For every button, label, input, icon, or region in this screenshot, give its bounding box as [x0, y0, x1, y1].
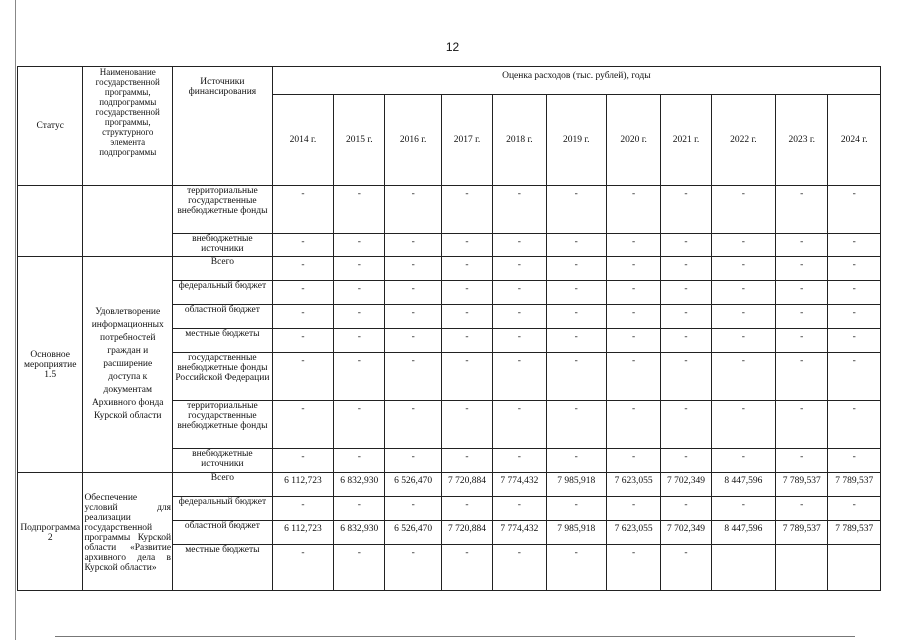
value-cell: -	[272, 329, 333, 353]
value-cell: -	[661, 186, 711, 234]
value-cell: -	[606, 329, 660, 353]
value-cell: -	[711, 353, 775, 401]
value-cell: -	[546, 305, 606, 329]
value-cell: -	[334, 353, 385, 401]
value-cell: -	[776, 497, 828, 521]
value-cell: -	[546, 545, 606, 591]
header-year-0: 2014 г.	[272, 95, 333, 186]
value-cell: -	[546, 329, 606, 353]
value-cell: 7 702,349	[661, 473, 711, 497]
value-cell: -	[334, 449, 385, 473]
value-cell: 7 623,055	[606, 473, 660, 497]
name-cell: Обеспечение условий для реализации государственной программы Курской области «Развитие архивного дела в Курской области»	[83, 473, 173, 591]
value-cell: -	[776, 186, 828, 234]
value-cell: -	[272, 449, 333, 473]
value-cell: 6 112,723	[272, 521, 333, 545]
value-cell: -	[828, 186, 881, 234]
value-cell: -	[606, 257, 660, 281]
value-cell: -	[661, 353, 711, 401]
value-cell: -	[493, 545, 546, 591]
value-cell: -	[272, 234, 333, 257]
value-cell: 7 789,537	[828, 521, 881, 545]
value-cell: -	[493, 497, 546, 521]
value-cell: -	[546, 449, 606, 473]
value-cell: -	[711, 257, 775, 281]
value-cell: -	[606, 305, 660, 329]
value-cell: -	[334, 497, 385, 521]
value-cell: -	[661, 497, 711, 521]
table-row	[18, 257, 881, 281]
value-cell: -	[776, 329, 828, 353]
value-cell: -	[828, 281, 881, 305]
value-cell: -	[334, 186, 385, 234]
value-cell: -	[776, 281, 828, 305]
header-year-3: 2017 г.	[441, 95, 492, 186]
name-cell	[83, 186, 173, 257]
header-year-8: 2022 г.	[711, 95, 775, 186]
value-cell: -	[385, 281, 441, 305]
value-cell: -	[334, 545, 385, 591]
value-cell: -	[441, 545, 492, 591]
value-cell: -	[776, 353, 828, 401]
value-cell: -	[546, 186, 606, 234]
value-cell: -	[441, 186, 492, 234]
value-cell: -	[334, 234, 385, 257]
value-cell: -	[272, 186, 333, 234]
value-cell: -	[385, 401, 441, 449]
value-cell: -	[441, 329, 492, 353]
value-cell: -	[606, 497, 660, 521]
value-cell: -	[711, 234, 775, 257]
value-cell: -	[546, 401, 606, 449]
source-cell: федеральный бюджет	[173, 281, 273, 305]
value-cell: -	[334, 329, 385, 353]
value-cell: -	[776, 257, 828, 281]
name-cell: Удовлетворение информационных потребностей граждан и расширение доступа к документам Архивного фонда Курской области	[83, 257, 173, 473]
source-cell: местные бюджеты	[173, 545, 273, 591]
value-cell: 7 789,537	[828, 473, 881, 497]
value-cell: -	[334, 281, 385, 305]
value-cell: -	[546, 497, 606, 521]
source-cell: территориальные государственные внебюджетные фонды	[173, 186, 273, 234]
value-cell: -	[441, 353, 492, 401]
value-cell: -	[441, 305, 492, 329]
value-cell: -	[828, 257, 881, 281]
value-cell: 7 789,537	[776, 521, 828, 545]
value-cell: -	[385, 497, 441, 521]
table-row	[18, 186, 881, 234]
value-cell: -	[493, 257, 546, 281]
value-cell: -	[606, 401, 660, 449]
value-cell: 8 447,596	[711, 473, 775, 497]
value-cell	[776, 545, 828, 591]
value-cell: -	[385, 353, 441, 401]
header-name: Наименование государственной программы, подпрограммы государственной программы, структурного элемента подпрограммы	[83, 67, 173, 186]
value-cell: -	[828, 305, 881, 329]
value-cell: -	[711, 401, 775, 449]
value-cell: -	[493, 329, 546, 353]
value-cell: -	[711, 305, 775, 329]
source-cell: Всего	[173, 257, 273, 281]
value-cell: -	[661, 281, 711, 305]
value-cell: -	[661, 545, 711, 591]
value-cell: 7 720,884	[441, 473, 492, 497]
value-cell: -	[661, 449, 711, 473]
value-cell: -	[661, 257, 711, 281]
value-cell: -	[493, 449, 546, 473]
status-cell: Основное мероприятие 1.5	[18, 257, 83, 473]
value-cell: -	[272, 281, 333, 305]
value-cell: -	[385, 545, 441, 591]
value-cell: -	[828, 329, 881, 353]
value-cell: 7 720,884	[441, 521, 492, 545]
value-cell: -	[441, 257, 492, 281]
value-cell: -	[385, 305, 441, 329]
value-cell: -	[776, 305, 828, 329]
value-cell: -	[493, 234, 546, 257]
table-row	[18, 473, 881, 497]
source-cell: внебюджетные источники	[173, 449, 273, 473]
value-cell: -	[776, 401, 828, 449]
value-cell: -	[661, 234, 711, 257]
value-cell: -	[334, 401, 385, 449]
value-cell: -	[546, 257, 606, 281]
value-cell: -	[711, 497, 775, 521]
value-cell: 7 774,432	[493, 521, 546, 545]
header-year-10: 2024 г.	[828, 95, 881, 186]
page-bottom-rule	[55, 636, 855, 637]
value-cell	[828, 545, 881, 591]
value-cell: -	[606, 449, 660, 473]
value-cell: -	[493, 186, 546, 234]
value-cell: -	[661, 305, 711, 329]
source-cell: государственные внебюджетные фонды Российской Федерации	[173, 353, 273, 401]
value-cell: -	[606, 234, 660, 257]
value-cell: -	[606, 545, 660, 591]
value-cell: 6 526,470	[385, 473, 441, 497]
value-cell: -	[334, 305, 385, 329]
value-cell: -	[493, 305, 546, 329]
value-cell: -	[711, 329, 775, 353]
header-cost-estimate: Оценка расходов (тыс. рублей), годы	[272, 67, 880, 95]
value-cell: -	[711, 449, 775, 473]
value-cell: -	[546, 281, 606, 305]
value-cell: -	[441, 234, 492, 257]
value-cell: -	[441, 401, 492, 449]
header-year-5: 2019 г.	[546, 95, 606, 186]
value-cell: -	[828, 234, 881, 257]
value-cell: -	[776, 234, 828, 257]
source-cell: внебюджетные источники	[173, 234, 273, 257]
value-cell: -	[272, 497, 333, 521]
status-cell	[18, 186, 83, 257]
value-cell: -	[493, 353, 546, 401]
value-cell: 6 526,470	[385, 521, 441, 545]
value-cell: -	[711, 281, 775, 305]
header-year-9: 2023 г.	[776, 95, 828, 186]
value-cell: -	[606, 353, 660, 401]
value-cell: -	[711, 186, 775, 234]
header-year-6: 2020 г.	[606, 95, 660, 186]
source-cell: федеральный бюджет	[173, 497, 273, 521]
value-cell: -	[661, 329, 711, 353]
page-number: 12	[445, 40, 460, 54]
value-cell: -	[272, 401, 333, 449]
value-cell: 6 832,930	[334, 521, 385, 545]
value-cell: -	[441, 449, 492, 473]
value-cell: -	[776, 449, 828, 473]
value-cell: 7 985,918	[546, 473, 606, 497]
value-cell: -	[272, 257, 333, 281]
source-cell: Всего	[173, 473, 273, 497]
value-cell: -	[606, 281, 660, 305]
value-cell: -	[385, 329, 441, 353]
source-cell: территориальные государственные внебюджетные фонды	[173, 401, 273, 449]
value-cell: -	[661, 401, 711, 449]
value-cell: 6 112,723	[272, 473, 333, 497]
header-year-4: 2018 г.	[493, 95, 546, 186]
value-cell: 7 985,918	[546, 521, 606, 545]
value-cell: -	[385, 186, 441, 234]
status-cell: Подпрограмма 2	[18, 473, 83, 591]
value-cell	[711, 545, 775, 591]
value-cell: -	[828, 497, 881, 521]
source-cell: областной бюджет	[173, 305, 273, 329]
value-cell: -	[546, 234, 606, 257]
value-cell: 7 623,055	[606, 521, 660, 545]
value-cell: -	[606, 186, 660, 234]
value-cell: -	[272, 353, 333, 401]
value-cell: 8 447,596	[711, 521, 775, 545]
value-cell: -	[828, 353, 881, 401]
value-cell: -	[493, 281, 546, 305]
source-cell: областной бюджет	[173, 521, 273, 545]
value-cell: -	[385, 257, 441, 281]
budget-table	[17, 66, 881, 591]
source-cell: местные бюджеты	[173, 329, 273, 353]
value-cell: -	[272, 305, 333, 329]
value-cell: -	[828, 401, 881, 449]
header-status: Статус	[18, 67, 83, 186]
value-cell: 7 702,349	[661, 521, 711, 545]
value-cell: -	[493, 401, 546, 449]
value-cell: -	[334, 257, 385, 281]
value-cell: 7 789,537	[776, 473, 828, 497]
value-cell: -	[441, 281, 492, 305]
value-cell: -	[546, 353, 606, 401]
page-left-edge	[15, 0, 16, 640]
value-cell: -	[385, 234, 441, 257]
header-sources: Источники финансирования	[173, 67, 273, 186]
value-cell: -	[441, 497, 492, 521]
header-year-1: 2015 г.	[334, 95, 385, 186]
value-cell: -	[272, 545, 333, 591]
value-cell: 6 832,930	[334, 473, 385, 497]
value-cell: -	[828, 449, 881, 473]
header-year-7: 2021 г.	[661, 95, 711, 186]
value-cell: -	[385, 449, 441, 473]
value-cell: 7 774,432	[493, 473, 546, 497]
header-year-2: 2016 г.	[385, 95, 441, 186]
